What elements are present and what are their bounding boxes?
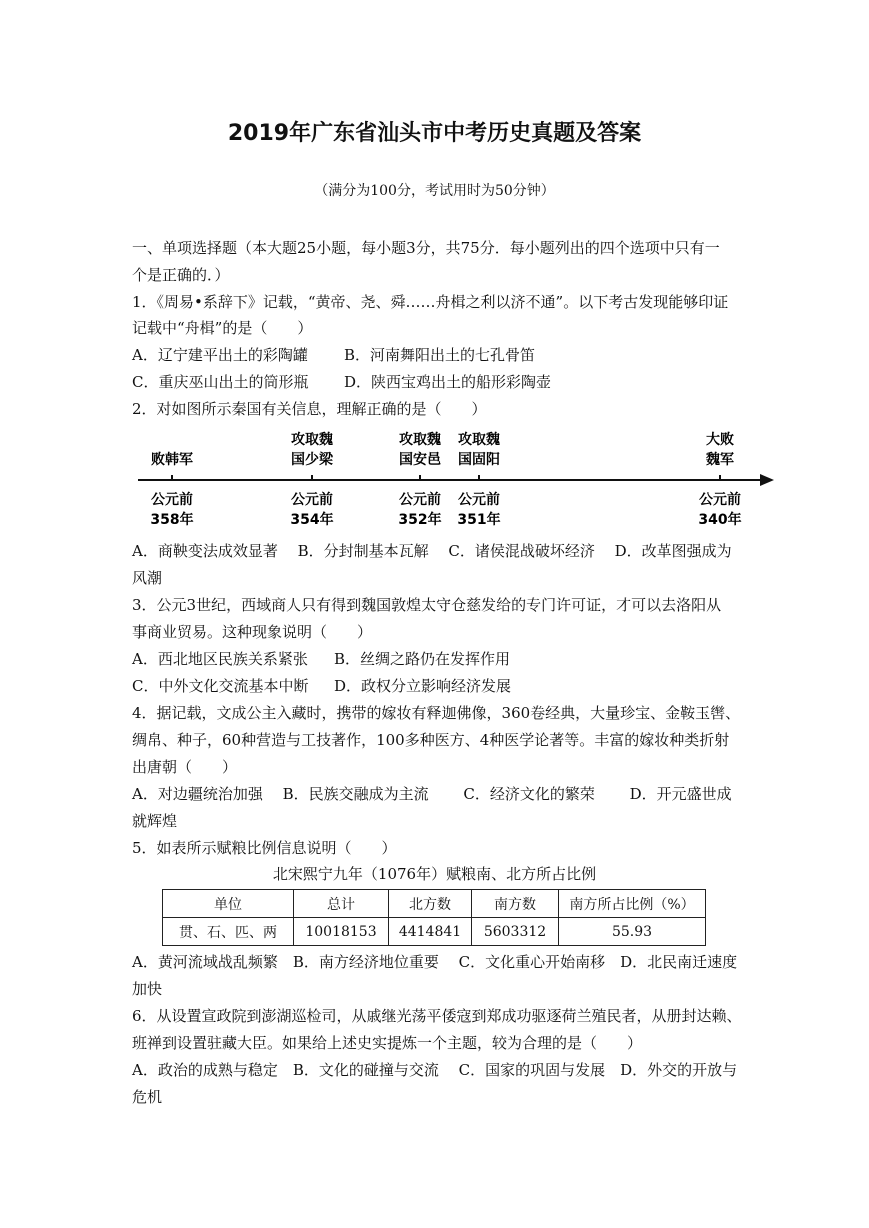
event-label-top: 攻取魏 bbox=[291, 432, 333, 448]
q3-option-d: D．政权分立影响经济发展 bbox=[334, 677, 512, 695]
q1-option-a: A．辽宁建平出土的彩陶罐 bbox=[132, 346, 308, 364]
event-year-line2: 352年 bbox=[398, 512, 442, 528]
table-header-cell: 总计 bbox=[294, 890, 389, 918]
event-label-bottom: 魏军 bbox=[706, 452, 734, 468]
q6-options-line2: 危机 bbox=[132, 1088, 163, 1106]
event-year-line1: 公元前 bbox=[151, 492, 193, 508]
event-label-bottom: 败韩军 bbox=[151, 452, 193, 468]
event-label-bottom: 国安邑 bbox=[399, 452, 441, 468]
q1-stem-line1: 1．《周易•系辞下》记载，“黄帝、尧、舜……舟楫之利以济不通”。以下考古发现能够印证 bbox=[132, 293, 729, 311]
q5-stem: 5．如表所示赋粮比例信息说明（ ） bbox=[132, 839, 397, 857]
event-year-line2: 340年 bbox=[698, 512, 742, 528]
event-year-line2: 358年 bbox=[150, 512, 194, 528]
q4-stem-line2: 绸帛、种子，60种营造与工技著作，100多种医方、4种医学论著等。丰富的嫁妆种类折射 bbox=[132, 731, 730, 749]
event-label-bottom: 国少梁 bbox=[291, 452, 333, 468]
document-title: 2019年广东省汕头市中考历史真题及答案 bbox=[227, 121, 642, 146]
qin-timeline bbox=[128, 424, 778, 534]
q2-options-line2: 风潮 bbox=[132, 569, 163, 587]
q3-option-a: A．西北地区民族关系紧张 bbox=[132, 650, 308, 668]
event-year-line1: 公元前 bbox=[291, 492, 333, 508]
table-header-cell: 北方数 bbox=[389, 890, 472, 918]
q2-options-line1: A．商鞅变法成效显著 B．分封制基本瓦解 C．诸侯混战破坏经济 D．改革图强成为 bbox=[132, 542, 732, 560]
q4-options-line2: 就辉煌 bbox=[132, 812, 178, 830]
q4-stem-line1: 4．据记载，文成公主入藏时，携带的嫁妆有释迦佛像，360卷经典，大量珍宝、金鞍玉辔、 bbox=[132, 704, 741, 722]
timeline-arrow-icon bbox=[760, 474, 774, 486]
grain-tax-table bbox=[162, 889, 706, 946]
table-header-cell: 单位 bbox=[163, 890, 294, 918]
table-row bbox=[163, 918, 706, 946]
q5-options-line2: 加快 bbox=[132, 980, 163, 998]
q4-options-line1: A．对边疆统治加强 B．民族交融成为主流 C．经济文化的繁荣 D．开元盛世成 bbox=[132, 785, 732, 803]
event-label-top: 攻取魏 bbox=[458, 432, 500, 448]
q1-option-c: C．重庆巫山出土的筒形瓶 bbox=[132, 373, 309, 391]
event-label-bottom: 国固阳 bbox=[458, 452, 500, 468]
table-cell: 10018153 bbox=[294, 918, 389, 946]
q3-option-b: B．丝绸之路仍在发挥作用 bbox=[334, 650, 511, 668]
q3-option-c: C．中外文化交流基本中断 bbox=[132, 677, 309, 695]
q1-option-d: D．陕西宝鸡出土的船形彩陶壶 bbox=[344, 373, 552, 391]
event-label-top: 大败 bbox=[706, 432, 734, 448]
event-year-line1: 公元前 bbox=[399, 492, 441, 508]
q6-stem-line2: 班禅到设置驻藏大臣。如果给上述史实提炼一个主题，较为合理的是（ ） bbox=[132, 1034, 643, 1052]
q1-option-b: B．河南舞阳出土的七孔骨笛 bbox=[344, 346, 536, 364]
timeline-event-358 bbox=[150, 451, 193, 528]
event-year-line1: 公元前 bbox=[699, 492, 741, 508]
q5-table-caption: 北宋熙宁九年（1076年）赋粮南、北方所占比例 bbox=[272, 865, 597, 883]
q5-options-line1: A．黄河流域战乱频繁 B．南方经济地位重要 C．文化重心开始南移 D．北民南迁速度 bbox=[132, 953, 738, 971]
q6-options-line1: A．政治的成熟与稳定 B．文化的碰撞与交流 C．国家的巩固与发展 D．外交的开放与 bbox=[132, 1061, 738, 1079]
section-heading-line2: 个是正确的．） bbox=[132, 266, 230, 284]
q1-stem-line2: 记载中“舟楫”的是（ ） bbox=[132, 319, 313, 337]
event-year-line2: 351年 bbox=[457, 512, 501, 528]
q6-stem-line1: 6．从设置宣政院到澎湖巡检司，从戚继光荡平倭寇到郑成功驱逐荷兰殖民者，从册封达赖、 bbox=[132, 1007, 742, 1025]
event-label-top: 攻取魏 bbox=[399, 432, 441, 448]
table-header-cell: 南方所占比例（%） bbox=[559, 890, 706, 918]
table-header-cell: 南方数 bbox=[472, 890, 559, 918]
q4-stem-line3: 出唐朝（ ） bbox=[132, 758, 238, 776]
q2-stem: 2．对如图所示秦国有关信息，理解正确的是（ ） bbox=[132, 400, 487, 418]
table-header-row bbox=[163, 890, 706, 918]
table-cell: 贯、石、匹、两 bbox=[163, 918, 294, 946]
section-heading-line1: 一、单项选择题（本大题25小题，每小题3分，共75分．每小题列出的四个选项中只有一 bbox=[132, 239, 720, 257]
q3-stem-line1: 3．公元3世纪，西域商人只有得到魏国敦煌太守仓慈发给的专门许可证，才可以去洛阳从 bbox=[132, 596, 722, 614]
event-year-line2: 354年 bbox=[290, 512, 334, 528]
q3-stem-line2: 事商业贸易。这种现象说明（ ） bbox=[132, 623, 373, 641]
table-cell: 55.93 bbox=[559, 918, 706, 946]
event-year-line1: 公元前 bbox=[458, 492, 500, 508]
table-cell: 4414841 bbox=[389, 918, 472, 946]
exam-info: （满分为100分，考试用时为50分钟） bbox=[314, 183, 555, 199]
table-cell: 5603312 bbox=[472, 918, 559, 946]
